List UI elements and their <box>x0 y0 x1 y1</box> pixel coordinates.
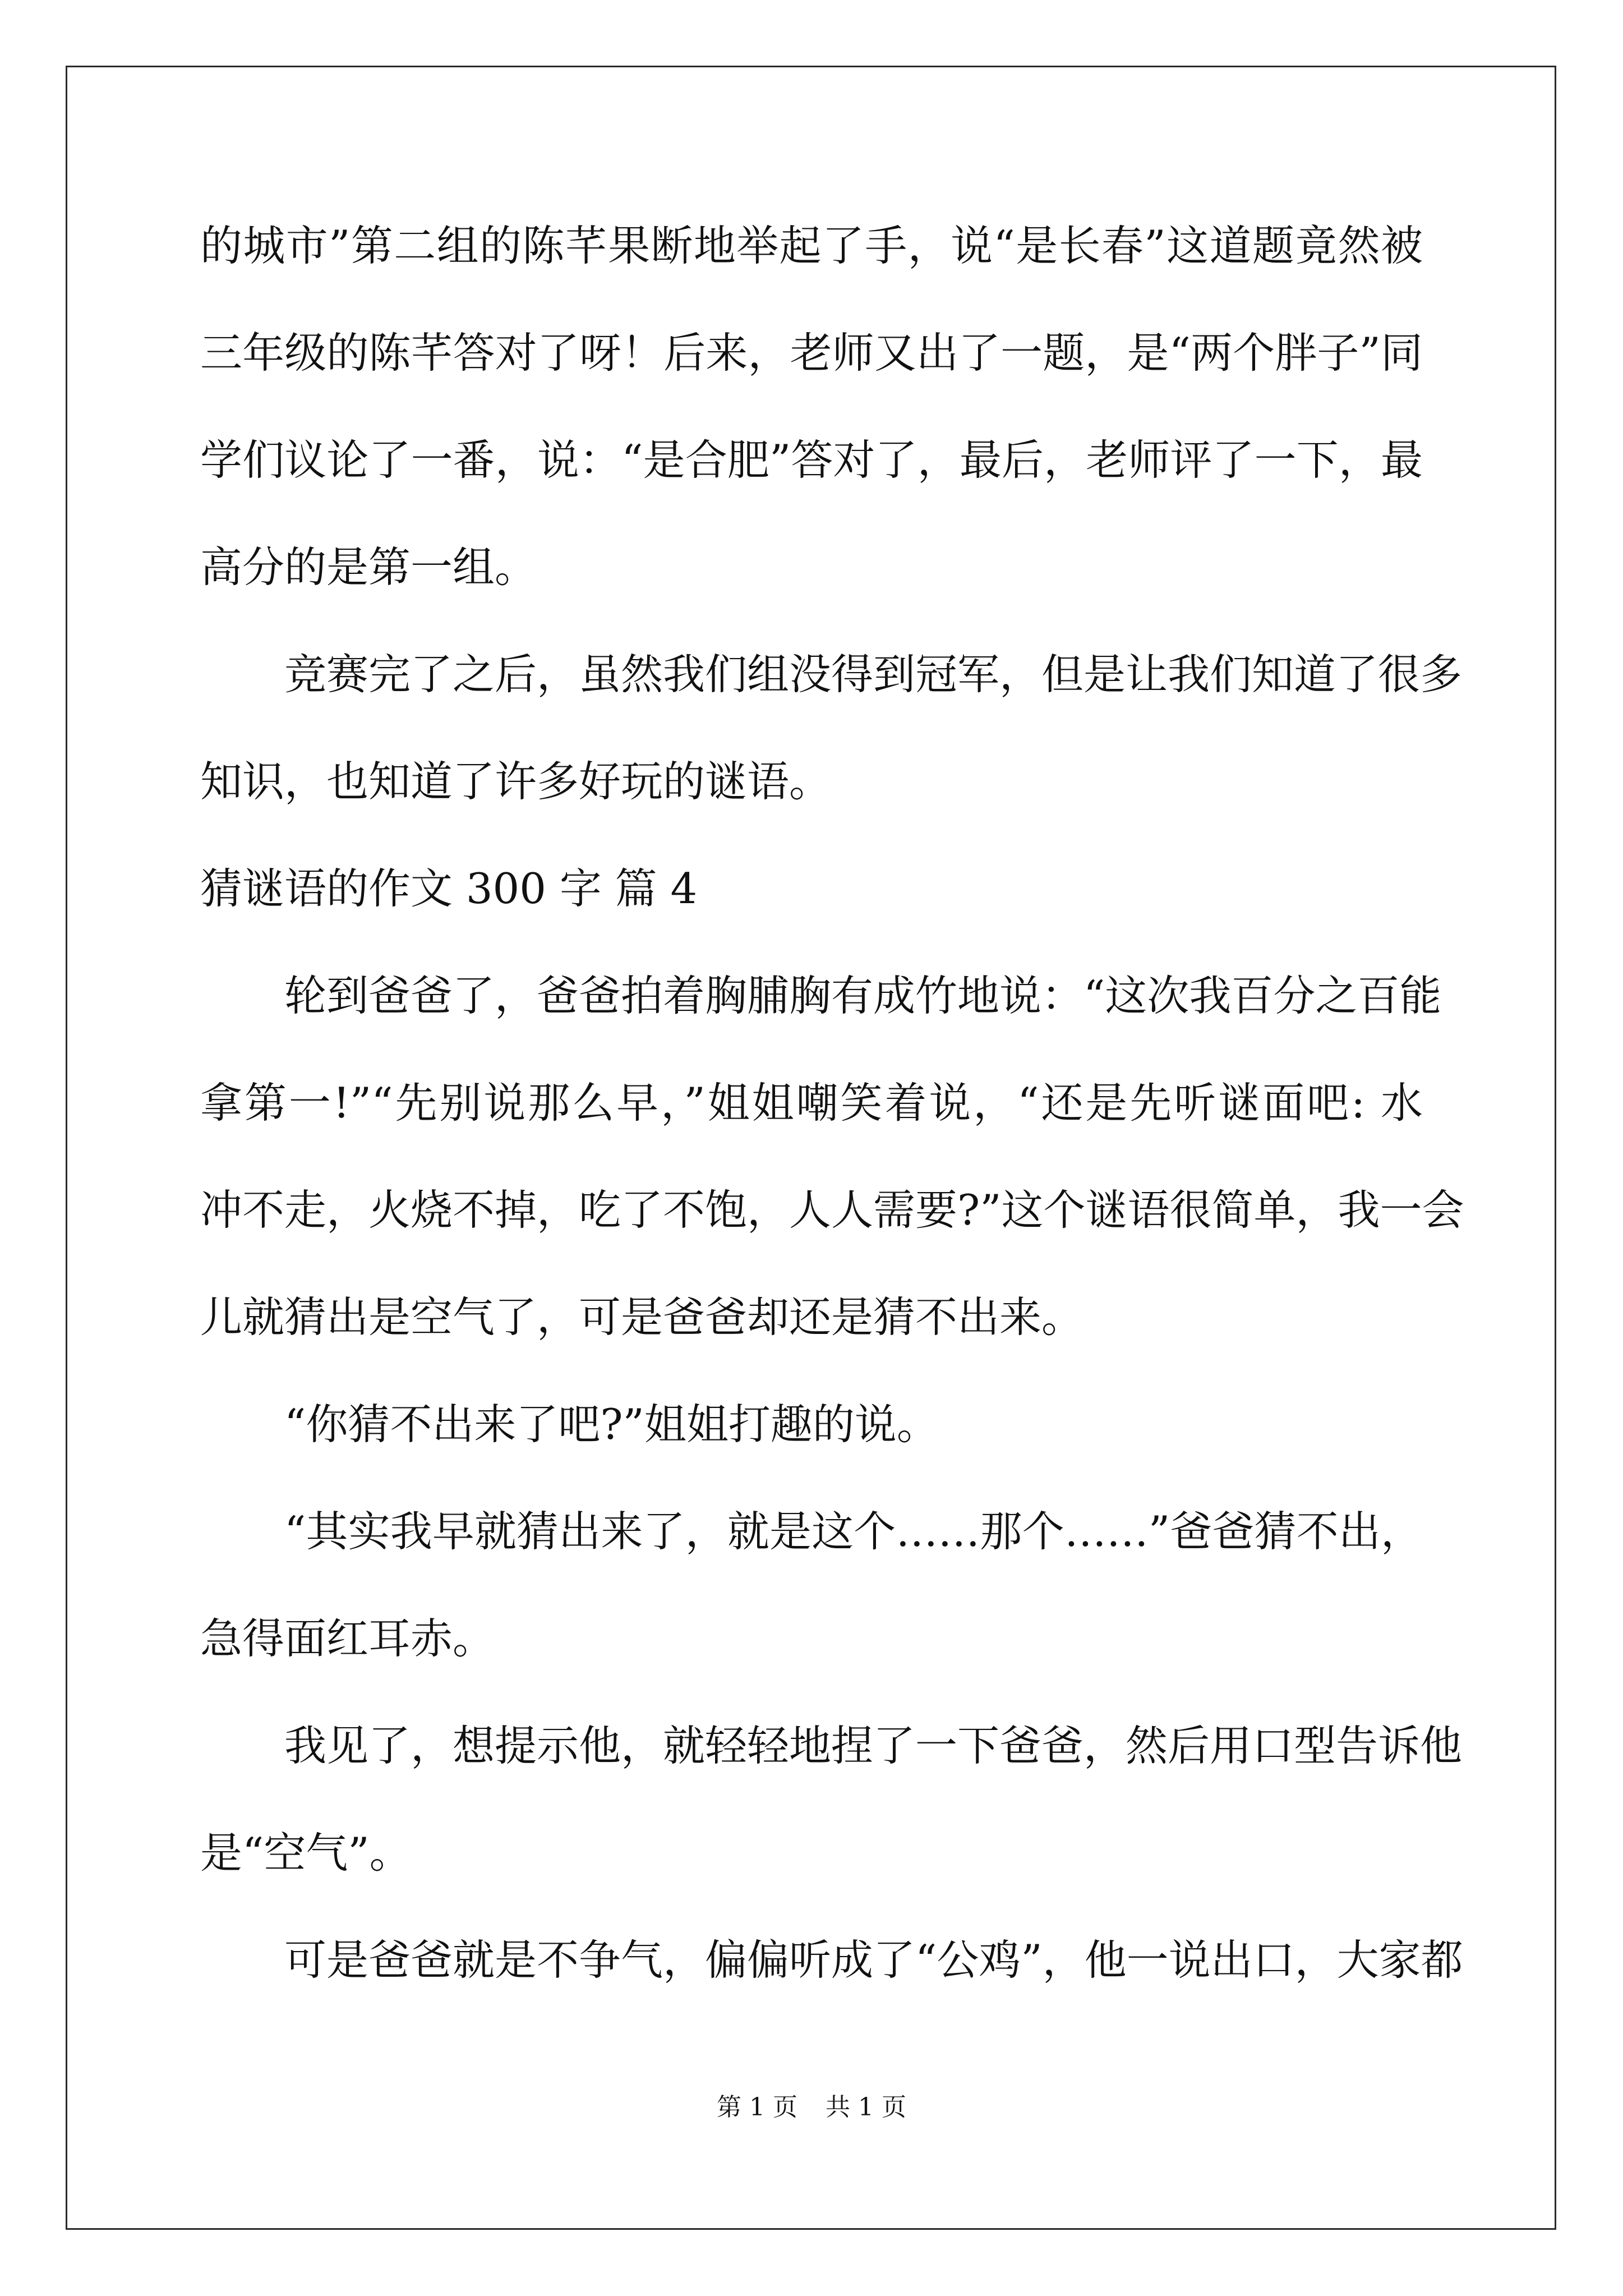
text-line: 高分的是第一组。 <box>200 542 537 592</box>
text-line: 竞赛完了之后，虽然我们组没得到冠军，但是让我们知道了很多 <box>284 650 1463 699</box>
text-line: 三年级的陈芊答对了呀！后来，老师又出了一题，是“两个胖子”同 <box>200 328 1423 378</box>
text-line: 可是爸爸就是不争气，偏偏听成了“公鸡”，他一说出口，大家都 <box>284 1935 1463 1985</box>
page-footer <box>0 2087 1623 2123</box>
section-heading: 猜谜语的作文 300 字 篇 4 <box>200 864 698 913</box>
page-number: 第 1 页 <box>717 2093 797 2122</box>
text-line: 轮到爸爸了，爸爸拍着胸脯胸有成竹地说：“这次我百分之百能 <box>284 971 1442 1020</box>
text-line: “你猜不出来了吧?”姐姐打趣的说。 <box>284 1400 939 1449</box>
text-line: “其实我早就猜出来了，就是这个……那个……”爸爸猜不出， <box>284 1507 1423 1556</box>
text-line: 的城市”第二组的陈芊果断地举起了手，说“是长春”这道题竟然被 <box>200 221 1423 270</box>
text-line: 知识，也知道了许多好玩的谜语。 <box>200 757 832 806</box>
text-line: 冲不走，火烧不掉，吃了不饱，人人需要?”这个谜语很简单，我一会 <box>200 1185 1464 1235</box>
text-line: 我见了，想提示他，就轻轻地捏了一下爸爸，然后用口型告诉他 <box>284 1721 1463 1770</box>
document-body <box>200 212 1464 2033</box>
text-line: 拿第一!”“先别说那么早，”姐姐嘲笑着说，“还是先听谜面吧: 水 <box>200 1078 1423 1128</box>
page-total: 共 1 页 <box>826 2093 906 2122</box>
text-line: 学们议论了一番，说：“是合肥”答对了，最后，老师评了一下，最 <box>200 435 1423 485</box>
text-line: 是“空气”。 <box>200 1828 412 1878</box>
text-line: 儿就猜出是空气了，可是爸爸却还是猜不出来。 <box>200 1292 1084 1342</box>
text-line: 急得面红耳赤。 <box>200 1614 495 1663</box>
